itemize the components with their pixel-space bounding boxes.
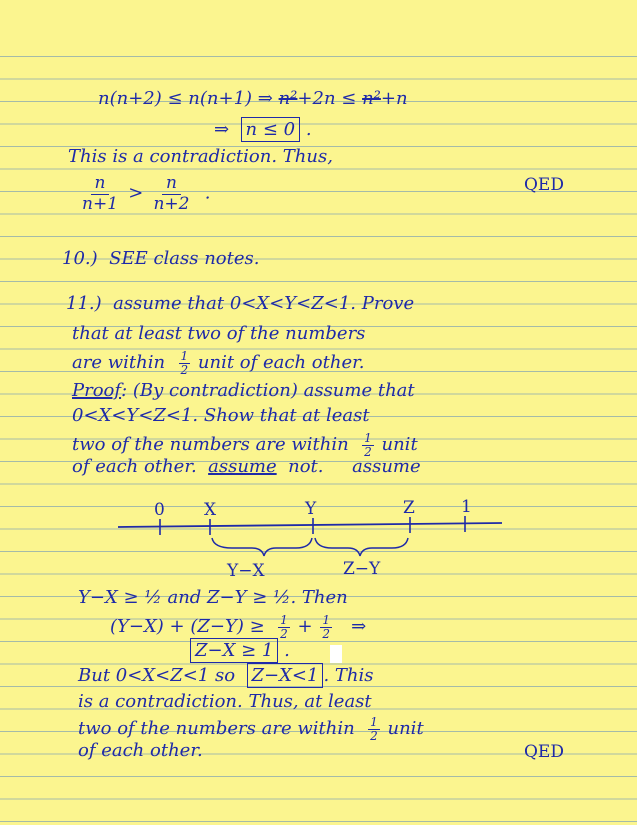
label-x: X: [204, 500, 217, 520]
contradiction-sentence: This is a contradiction. Thus,: [68, 146, 333, 167]
fraction-n-over-n-plus-1: $\frac{n}{n+1}$: [82, 173, 119, 214]
proof-line-3: two of the numbers are within $\frac{1}{2}$ unit: [72, 431, 418, 459]
boxed-result-n-le-0: n ≤ 0: [241, 117, 301, 142]
brace-label-y-minus-x: Y−X: [227, 561, 265, 581]
assume-underlined: assume: [208, 456, 277, 477]
brace-z-minus-y: [315, 538, 408, 556]
fraction-one-half: $\frac{1}{2}$: [280, 613, 288, 641]
problem-11-line-3: are within $\frac{1}{2}$ unit of each other.: [72, 349, 365, 377]
label-0: 0: [154, 500, 165, 520]
fraction-one-half: $\frac{1}{2}$: [370, 715, 378, 743]
qed-mark-2: QED: [524, 742, 564, 762]
derivation-line-5: is a contradiction. Thus, at least: [78, 691, 372, 712]
fraction-one-half: $\frac{1}{2}$: [180, 349, 189, 377]
inequality-line-2: ⇒ n ≤ 0 .: [214, 119, 312, 140]
derivation-line-2: (Y−X) + (Z−Y) ≥ $\frac{1}{2}$ + $\frac{1}{2}$ ⇒: [110, 613, 367, 641]
label-z: Z: [403, 498, 415, 518]
text-cursor: [330, 645, 342, 663]
problem-10-number: 10.): [62, 248, 98, 269]
proof-line-4: of each other. assume not. assume: [72, 456, 421, 477]
derivation-line-6: two of the numbers are within $\frac{1}{2}$ unit: [78, 715, 424, 743]
boxed-z-minus-x-ge-1: Z−X ≥ 1: [190, 638, 278, 663]
problem-11-line-2: that at least two of the numbers: [72, 323, 366, 344]
fraction-conclusion: $\frac{n}{n+1}$ > $\frac{n}{n+2}$ .: [82, 173, 211, 214]
proof-label: Proof: [72, 380, 122, 401]
derivation-line-4: But 0<X<Z<1 so Z−X<1 . This: [78, 665, 374, 686]
label-1: 1: [461, 497, 472, 517]
proof-line-1: Proof: (By contradiction) assume that: [72, 380, 415, 401]
number-line-axis: [118, 523, 502, 527]
problem-11-number: 11.): [66, 293, 102, 314]
brace-y-minus-x: [212, 538, 312, 556]
fraction-one-half: $\frac{1}{2}$: [364, 431, 372, 459]
fraction-one-half: $\frac{1}{2}$: [322, 613, 330, 641]
label-y: Y: [305, 499, 317, 519]
brace-label-z-minus-y: Z−Y: [343, 559, 381, 579]
derivation-line-1: Y−X ≥ ½ and Z−Y ≥ ½. Then: [78, 587, 348, 608]
problem-10-text: SEE class notes.: [109, 248, 260, 269]
boxed-z-minus-x-lt-1: Z−X<1: [247, 663, 324, 688]
fraction-n-over-n-plus-2: $\frac{n}{n+2}$: [153, 173, 190, 214]
problem-11-line-1: 11.) assume that 0<X<Y<Z<1. Prove: [66, 293, 415, 314]
derivation-line-7: of each other.: [78, 740, 203, 761]
derivation-line-3: Z−X ≥ 1 .: [190, 642, 290, 660]
qed-mark-1: QED: [524, 175, 564, 195]
inequality-line-1: n(n+2) ≤ n(n+1) ⇒ n²+2n ≤ n²+n: [98, 88, 408, 109]
proof-line-2: 0<X<Y<Z<1. Show that at least: [72, 405, 370, 426]
